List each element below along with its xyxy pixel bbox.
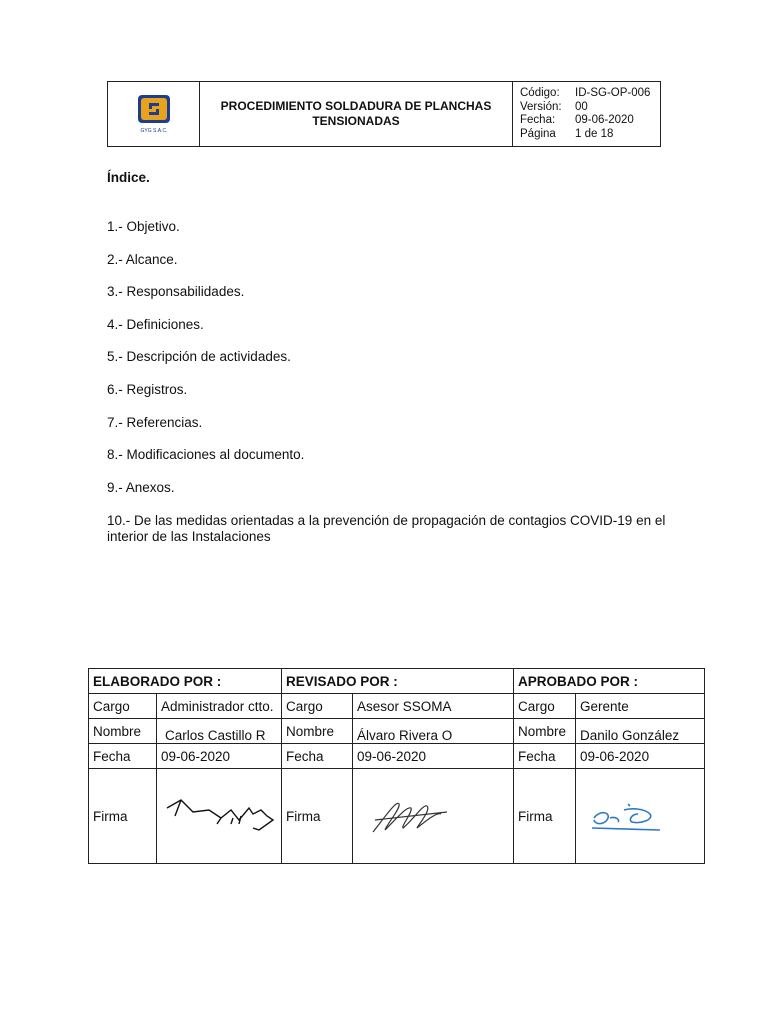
fecha-label: Fecha <box>89 744 157 769</box>
signature-alvaro <box>357 794 467 838</box>
index-item: 4.- Definiciones. <box>107 317 204 332</box>
fecha-label: Fecha <box>282 744 353 769</box>
cargo-value: Gerente <box>576 694 705 719</box>
nombre-label: Nombre <box>514 719 576 744</box>
index-title: Índice. <box>107 170 150 185</box>
company-logo <box>108 82 200 146</box>
document-header <box>107 81 661 147</box>
index-item: 2.- Alcance. <box>107 252 178 267</box>
cargo-value: Administrador ctto. <box>157 694 282 719</box>
index-item: 5.- Descripción de actividades. <box>107 349 291 364</box>
signature-row <box>89 769 705 864</box>
signature-cell <box>157 769 282 864</box>
logo-icon <box>125 93 183 135</box>
firma-label: Firma <box>282 769 353 864</box>
nombre-label: Nombre <box>282 719 353 744</box>
index-item: 10.- De las medidas orientadas a la prevención de propagación de contagios COVID-19 en el interior de las Instalaciones <box>107 513 666 544</box>
nombre-value: Álvaro Rivera O <box>353 719 514 744</box>
firma-label: Firma <box>514 769 576 864</box>
index-item: 9.- Anexos. <box>107 480 175 495</box>
cargo-label: Cargo <box>514 694 576 719</box>
signature-cell <box>353 769 514 864</box>
table-header-row <box>89 669 705 694</box>
document-title <box>200 82 513 146</box>
title-line-2: TENSIONADAS <box>312 114 400 128</box>
cargo-label: Cargo <box>282 694 353 719</box>
approvals-table <box>88 668 705 864</box>
meta-code: Código: ID-SG-OP-006 <box>520 87 651 99</box>
table-row <box>89 694 705 719</box>
index-item: 8.- Modificaciones al documento. <box>107 447 305 462</box>
fecha-value: 09-06-2020 <box>576 744 705 769</box>
signature-cell <box>576 769 705 864</box>
revisado-header: REVISADO POR : <box>282 669 514 694</box>
fecha-value: 09-06-2020 <box>157 744 282 769</box>
cargo-value: Asesor SSOMA <box>353 694 514 719</box>
aprobado-header: APROBADO POR : <box>514 669 705 694</box>
index-item: 3.- Responsabilidades. <box>107 284 245 299</box>
nombre-value: Carlos Castillo R <box>157 719 282 744</box>
signature-danilo <box>580 794 680 838</box>
index-item: 6.- Registros. <box>107 382 188 397</box>
table-row <box>89 719 705 744</box>
fecha-value: 09-06-2020 <box>353 744 514 769</box>
nombre-label: Nombre <box>89 719 157 744</box>
signature-carlos <box>161 794 278 838</box>
cargo-label: Cargo <box>89 694 157 719</box>
svg-text:GYG S.A.C.: GYG S.A.C. <box>140 128 167 134</box>
table-row <box>89 744 705 769</box>
document-meta <box>513 82 660 146</box>
meta-version: Versión: 00 <box>520 100 588 113</box>
nombre-value: Danilo González <box>576 719 705 744</box>
meta-date: Fecha: 09-06-2020 <box>520 114 634 126</box>
index-item: 1.- Objetivo. <box>107 219 180 234</box>
title-line-1: PROCEDIMIENTO SOLDADURA DE PLANCHAS <box>220 99 492 113</box>
firma-label: Firma <box>89 769 157 864</box>
meta-page: Página 1 de 18 <box>520 127 614 140</box>
index-item: 7.- Referencias. <box>107 415 203 430</box>
fecha-label: Fecha <box>514 744 576 769</box>
elaborado-header: ELABORADO POR : <box>89 669 282 694</box>
